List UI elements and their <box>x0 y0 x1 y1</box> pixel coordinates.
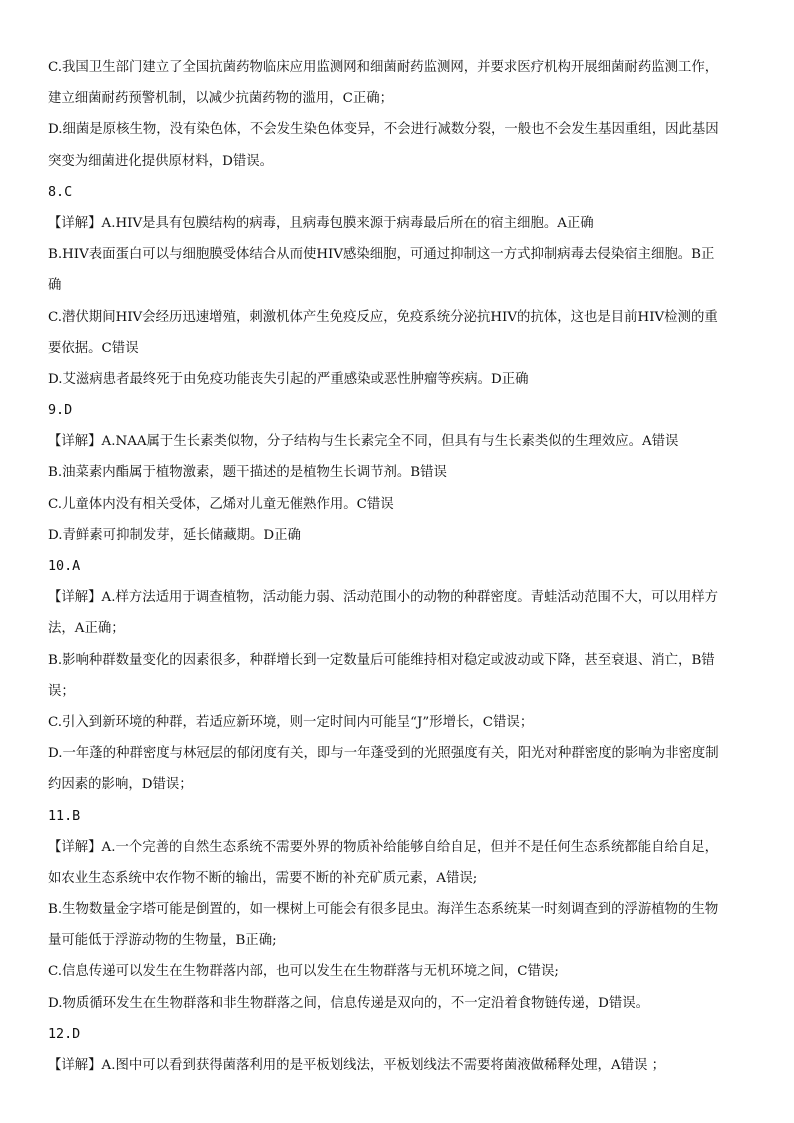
text-line: D.艾滋病患者最终死于由免疫功能丧失引起的严重感染或恶性肿瘤等疾病。D正确 <box>48 371 529 387</box>
text-line: B.HIV表面蛋白可以与细胞膜受体结合从而使HIV感染细胞，可通过抑制这一方式抑制病毒去侵染宿主细胞。B正 <box>48 247 715 263</box>
text-line: C.引入到新环境的种群，若适应新环境，则一定时间内可能呈“J”形增长，C错误； <box>48 714 534 730</box>
text-line: 误； <box>48 683 75 699</box>
text-line: B.油菜素内酯属于植物激素，题干描述的是植物生长调节剂。B错误 <box>48 465 447 481</box>
text-line: C.潜伏期间HIV会经历迅速增殖，刺激机体产生免疫反应，免疫系统分泌抗HIV的抗体，这也是目前HIV检测的重 <box>48 309 718 325</box>
text-line: D.细菌是原核生物，没有染色体，不会发生染色体变异，不会进行减数分裂，一般也不会发生基因重组，因此基因 <box>48 122 719 138</box>
question-number: 10.A <box>48 559 81 574</box>
text-line: 建立细菌耐药预警机制，以减少抗菌药物的滥用，C正确； <box>48 91 394 107</box>
question-number: 8.C <box>48 184 73 200</box>
text-line: D.物质循环发生在生物群落和非生物群落之间，信息传递是双向的，不一定沿着食物链传递，D错误。 <box>48 995 650 1011</box>
text-line: 【详解】A.HIV是具有包膜结构的病毒，且病毒包膜来源于病毒最后所在的宿主细胞。A正确 <box>48 215 594 231</box>
text-line: B.影响种群数量变化的因素很多，种群增长到一定数量后可能维持相对稳定或波动或下降，甚至衰退、消亡，B错 <box>48 652 715 668</box>
question-number: 12.D <box>48 1026 81 1042</box>
question-number: 9.D <box>48 403 73 419</box>
text-line: C.我国卫生部门建立了全国抗菌药物临床应用监测网和细菌耐药监测网，并要求医疗机构开展细菌耐药监测工作， <box>48 60 719 75</box>
answer-document <box>48 52 748 1081</box>
text-line: 如农业生态系统中农作物不断的输出，需要不断的补充矿质元素，A错误; <box>48 870 478 886</box>
text-line: 要依据。C错误 <box>48 340 139 356</box>
text-line: 【详解】A.图中可以看到获得菌落利用的是平板划线法，平板划线法不需要将菌液做稀释处理，A错误 ； <box>48 1058 666 1073</box>
text-line: C.儿童体内没有相关受体，乙烯对儿童无催熟作用。C错误 <box>48 496 394 512</box>
text-line: 【详解】A.样方法适用于调查植物，活动能力弱、活动范围小的动物的种群密度。青蛙活动范围不大，可以用样方 <box>48 590 719 606</box>
question-number: 11.B <box>48 808 81 824</box>
text-line: 量可能低于浮游动物的生物量，B正确; <box>48 933 277 949</box>
text-line: C.信息传递可以发生在生物群落内部，也可以发生在生物群落与无机环境之间，C错误; <box>48 964 559 980</box>
text-line: B.生物数量金字塔可能是倒置的，如一棵树上可能会有很多昆虫。海洋生态系统某一时刻调查到的浮游植物的生物 <box>48 902 719 918</box>
text-line: 法，A正确； <box>48 621 125 637</box>
text-line: 约因素的影响，D错误； <box>48 777 193 793</box>
text-line: 【详解】A.NAA属于生长素类似物，分子结构与生长素完全不同，但具有与生长素类似的生理效应。A错误 <box>48 434 679 450</box>
text-line: D.青鲜素可抑制发芽，延长储藏期。D正确 <box>48 527 301 543</box>
text-line: 【详解】A.一个完善的自然生态系统不需要外界的物质补给能够自给自足，但并不是任何生态系统都能自给自足， <box>48 839 719 855</box>
text-line: 突变为细菌进化提供原材料，D错误。 <box>48 153 273 169</box>
text-line: D.一年蓬的种群密度与林冠层的郁闭度有关，即与一年蓬受到的光照强度有关，阳光对种群密度的影响为非密度制 <box>48 746 719 762</box>
text-line: 确 <box>48 278 62 294</box>
